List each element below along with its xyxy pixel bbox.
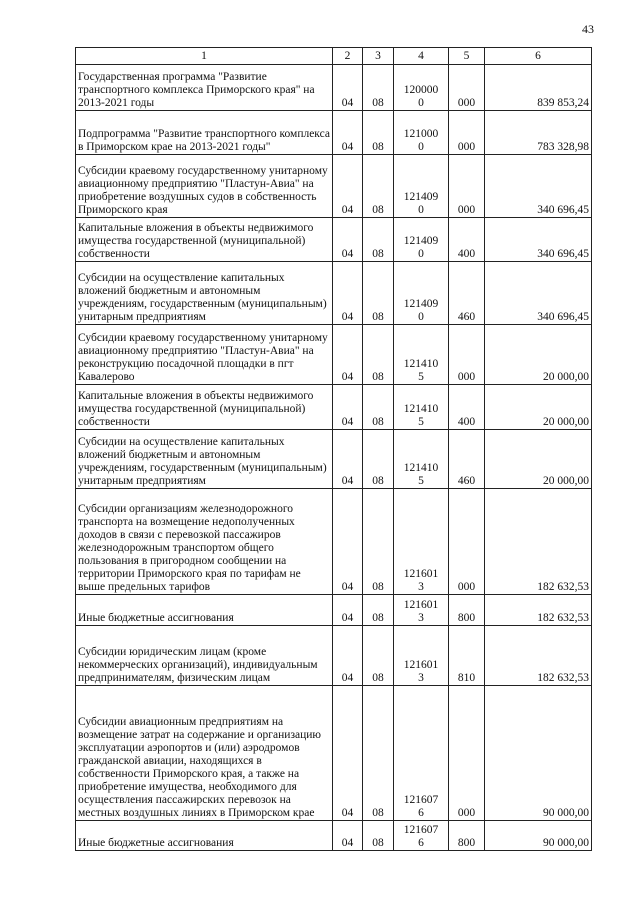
row-target-line2: 6 — [418, 807, 424, 819]
row-target — [394, 155, 449, 218]
row-subsection: 08 — [363, 111, 394, 155]
row-name: Иные бюджетные ассигнования — [76, 821, 333, 851]
row-subsection: 08 — [363, 489, 394, 595]
row-section: 04 — [333, 218, 363, 262]
row-amount: 340 696,45 — [485, 155, 592, 218]
row-target — [394, 218, 449, 262]
row-target-line2: 3 — [418, 581, 424, 593]
row-target — [394, 325, 449, 385]
row-target-line2: 0 — [418, 97, 424, 109]
row-subsection: 08 — [363, 385, 394, 430]
row-target-line1: 121410 — [403, 462, 439, 474]
row-amount: 90 000,00 — [485, 821, 592, 851]
row-target — [394, 686, 449, 821]
row-amount: 20 000,00 — [485, 325, 592, 385]
row-type: 400 — [449, 218, 485, 262]
row-target-line2: 0 — [418, 141, 424, 153]
row-target-line1: 121601 — [403, 659, 439, 671]
row-name: Субсидии авиационным предприятиям на возмещение затрат на содержание и организацию эксплуатации аэропортов и (или) аэродромов гражданской авиации, находящихся в собственности Приморского края, а также на приобретение имущества, необходимого для осуществления пассажирских перевозок на местных воздушных линиях в Приморском крае — [76, 686, 333, 821]
row-target-line2: 0 — [418, 311, 424, 323]
row-type: 000 — [449, 686, 485, 821]
row-section: 04 — [333, 489, 363, 595]
row-target-line2: 5 — [418, 371, 424, 383]
row-name: Подпрограмма "Развитие транспортного комплекса в Приморском крае на 2013-2021 годы" — [76, 111, 333, 155]
row-name: Субсидии краевому государственному унитарному авиационному предприятию "Пластун-Авиа" на реконструкцию посадочной площадки в пгт Кавалерово — [76, 325, 333, 385]
header-row — [76, 48, 592, 65]
table-row — [76, 821, 592, 851]
row-section: 04 — [333, 111, 363, 155]
row-target-line1: 121607 — [403, 794, 439, 806]
row-target-line1: 121607 — [403, 824, 439, 836]
row-target-line1: 121000 — [403, 128, 439, 140]
row-type: 400 — [449, 385, 485, 430]
row-target — [394, 262, 449, 325]
header-amount: 6 — [485, 48, 592, 65]
row-subsection: 08 — [363, 430, 394, 489]
row-type: 000 — [449, 111, 485, 155]
row-target-line1: 121409 — [403, 235, 439, 247]
row-name: Субсидии организациям железнодорожного транспорта на возмещение недополученных доходов в связи с перевозкой пассажиров железнодорожным транспортом общего пользования в пригородном сообщении на территории Приморского края по тарифам не выше предельных тарифов — [76, 489, 333, 595]
row-subsection: 08 — [363, 218, 394, 262]
row-name: Капитальные вложения в объекты недвижимого имущества государственной (муниципальной) собственности — [76, 385, 333, 430]
row-target-line1: 121410 — [403, 403, 439, 415]
table-row — [76, 325, 592, 385]
table-row — [76, 489, 592, 595]
row-target-line2: 3 — [418, 612, 424, 624]
row-name: Капитальные вложения в объекты недвижимого имущества государственной (муниципальной) собственности — [76, 218, 333, 262]
row-amount: 182 632,53 — [485, 489, 592, 595]
row-target-line2: 5 — [418, 475, 424, 487]
row-section: 04 — [333, 686, 363, 821]
header-subsection: 3 — [363, 48, 394, 65]
row-section: 04 — [333, 65, 363, 111]
row-target — [394, 595, 449, 626]
row-amount: 182 632,53 — [485, 626, 592, 686]
row-target-line2: 0 — [418, 248, 424, 260]
row-section: 04 — [333, 595, 363, 626]
row-name: Иные бюджетные ассигнования — [76, 595, 333, 626]
row-target — [394, 821, 449, 851]
row-subsection: 08 — [363, 686, 394, 821]
row-amount: 20 000,00 — [485, 385, 592, 430]
row-name: Субсидии краевому государственному унитарному авиационному предприятию "Пластун-Авиа" на приобретение воздушных судов в собственность Приморского края — [76, 155, 333, 218]
row-amount: 340 696,45 — [485, 218, 592, 262]
row-subsection: 08 — [363, 821, 394, 851]
row-amount: 783 328,98 — [485, 111, 592, 155]
row-target-line2: 0 — [418, 204, 424, 216]
table-row — [76, 385, 592, 430]
row-type: 460 — [449, 430, 485, 489]
row-type: 000 — [449, 155, 485, 218]
table-row — [76, 595, 592, 626]
table-row — [76, 430, 592, 489]
row-name: Государственная программа "Развитие транспортного комплекса Приморского края" на 2013-2021 годы — [76, 65, 333, 111]
row-subsection: 08 — [363, 262, 394, 325]
row-type: 460 — [449, 262, 485, 325]
row-subsection: 08 — [363, 595, 394, 626]
header-type: 5 — [449, 48, 485, 65]
row-section: 04 — [333, 626, 363, 686]
table-row — [76, 626, 592, 686]
row-amount: 182 632,53 — [485, 595, 592, 626]
row-type: 800 — [449, 821, 485, 851]
table-row — [76, 218, 592, 262]
row-section: 04 — [333, 821, 363, 851]
row-target-line1: 121409 — [403, 191, 439, 203]
row-section: 04 — [333, 430, 363, 489]
row-target — [394, 385, 449, 430]
row-target-line2: 6 — [418, 837, 424, 849]
table-row — [76, 262, 592, 325]
row-target — [394, 489, 449, 595]
row-target — [394, 65, 449, 111]
row-section: 04 — [333, 262, 363, 325]
header-section: 2 — [333, 48, 363, 65]
row-target-line1: 121601 — [403, 599, 439, 611]
row-target — [394, 626, 449, 686]
row-type: 000 — [449, 325, 485, 385]
row-type: 000 — [449, 65, 485, 111]
row-amount: 839 853,24 — [485, 65, 592, 111]
row-target-line2: 5 — [418, 416, 424, 428]
table-row — [76, 65, 592, 111]
header-name: 1 — [76, 48, 333, 65]
row-amount: 90 000,00 — [485, 686, 592, 821]
table-row — [76, 155, 592, 218]
row-section: 04 — [333, 155, 363, 218]
page-number: 43 — [582, 22, 594, 36]
row-section: 04 — [333, 385, 363, 430]
row-target-line1: 121601 — [403, 568, 439, 580]
row-name: Субсидии юридическим лицам (кроме некоммерческих организаций), индивидуальным предпринимателям, физическим лицам — [76, 626, 333, 686]
row-target — [394, 430, 449, 489]
row-subsection: 08 — [363, 325, 394, 385]
table-row — [76, 686, 592, 821]
table-row — [76, 111, 592, 155]
row-target-line1: 121410 — [403, 358, 439, 370]
row-target-line1: 121409 — [403, 298, 439, 310]
row-target-line1: 120000 — [403, 84, 439, 96]
row-type: 000 — [449, 489, 485, 595]
budget-table — [75, 47, 592, 851]
row-target — [394, 111, 449, 155]
row-amount: 340 696,45 — [485, 262, 592, 325]
row-target-line2: 3 — [418, 672, 424, 684]
row-subsection: 08 — [363, 65, 394, 111]
row-amount: 20 000,00 — [485, 430, 592, 489]
row-name: Субсидии на осуществление капитальных вложений бюджетным и автономным учреждениям, государственным (муниципальным) унитарным предприятиям — [76, 262, 333, 325]
row-subsection: 08 — [363, 155, 394, 218]
row-type: 800 — [449, 595, 485, 626]
row-name: Субсидии на осуществление капитальных вложений бюджетным и автономным учреждениям, государственным (муниципальным) унитарным предприятиям — [76, 430, 333, 489]
row-subsection: 08 — [363, 626, 394, 686]
row-type: 810 — [449, 626, 485, 686]
row-section: 04 — [333, 325, 363, 385]
header-target: 4 — [394, 48, 449, 65]
